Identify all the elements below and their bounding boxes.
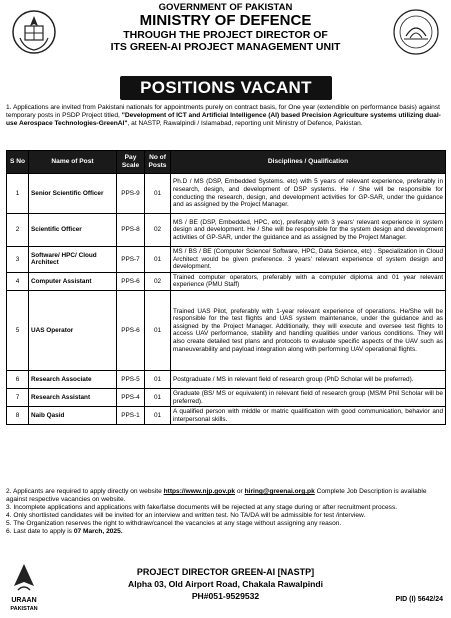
header-sno: S No <box>7 151 29 174</box>
cell-disciplines: Trained UAS Pilot, preferably with 1-year relevant experience of operations. He/She will be responsible for the test flights and UAS system maintenance, under the guidance and as assigned by the Project Manager. Additionally, they will execute and oversee test flights to access UAV performance, stability and handling qualities under various conditions. They will also create detailed test plans and protocols to evaluate specific aspects of the UAV such as maneuverability and payload integration along with performing UAV operational flights. <box>171 290 446 370</box>
cell-posts: 02 <box>145 272 171 290</box>
cell-sno: 8 <box>7 407 29 425</box>
header-government: GOVERNMENT OF PAKISTAN <box>158 2 293 13</box>
note-apply <box>6 488 446 504</box>
cell-disciplines: Postgraduate / MS in relevant field of research group (PhD Scholar will be preferred). <box>171 370 446 388</box>
cell-posts: 02 <box>145 214 171 247</box>
cell-scale: PPS-9 <box>117 174 145 214</box>
table-row <box>7 247 446 273</box>
cell-post: UAS Operator <box>29 290 117 370</box>
table-row <box>7 290 446 370</box>
cell-sno: 5 <box>7 290 29 370</box>
uraan-label: URAAN <box>11 597 37 604</box>
notes-list <box>6 488 446 537</box>
cell-post: Scientific Officer <box>29 214 117 247</box>
footer-phone: PH#051-9529532 <box>191 591 260 601</box>
header-through: THROUGH THE PROJECT DIRECTOR OF <box>123 29 328 41</box>
cell-posts: 01 <box>145 247 171 273</box>
cell-post: Research Associate <box>29 370 117 388</box>
cell-scale: PPS-6 <box>117 272 145 290</box>
cell-post: Senior Scientific Officer <box>29 174 117 214</box>
note-apply-text-b: Complete Job Description is available against respective vacancies on website. <box>6 488 427 504</box>
cell-posts: 01 <box>145 370 171 388</box>
footer-address: Alpha 03, Old Airport Road, Chakala Rawalpindi <box>128 579 323 589</box>
header-posts: No of Posts <box>145 151 171 174</box>
note-shortlisted: 4. Only shortlisted candidates will be invited for an interview and written test. No TA/DA will be admissible for test /interview. <box>6 512 366 520</box>
cell-scale: PPS-6 <box>117 290 145 370</box>
note-reserves-right: 5. The Organization reserves the right to withdraw/cancel the vacancies at any stage without assigning any reason. <box>6 520 342 528</box>
note-apply-or: or <box>235 488 245 495</box>
intro-project-title: "Development of ICT and Artificial Intelligence (AI) based Precision Agriculture systems utilizing dual-use Aerospace Technologies-GreenAI" <box>6 112 441 128</box>
last-date: 07 March, 2025. <box>73 528 123 536</box>
table-row <box>7 370 446 388</box>
positions-table <box>6 150 446 425</box>
cell-disciplines: Graduate (BS/ MS or equivalent) in relevant field of research group (MS/M Phil Scholar will be preferred). <box>171 388 446 406</box>
pid-number: PID (I) 5642/24 <box>395 596 443 603</box>
cell-post: Computer Assistant <box>29 272 117 290</box>
cell-posts: 01 <box>145 290 171 370</box>
cell-disciplines: MS / BE (DSP, Embedded, HPC, etc), preferably with 3 years' relevant experience in system design and development. He / She will be responsible for the system design and development activities of GP-SAR, under the guidance and as assigned by the Project Manager. <box>171 214 446 247</box>
cell-sno: 7 <box>7 388 29 406</box>
header-unit: ITS GREEN-AI PROJECT MANAGEMENT UNIT <box>110 41 341 53</box>
header-scale: Pay Scale <box>117 151 145 174</box>
pakistan-label: PAKISTAN <box>10 606 38 612</box>
table-header-row <box>7 151 446 174</box>
cell-sno: 1 <box>7 174 29 214</box>
table-row <box>7 407 446 425</box>
cell-disciplines: A qualified person with middle or matric qualification with good communication, behavior and interpersonal skills. <box>171 407 446 425</box>
positions-vacant-banner: POSITIONS VACANT <box>120 76 332 100</box>
cell-scale: PPS-7 <box>117 247 145 273</box>
cell-posts: 01 <box>145 174 171 214</box>
table-row <box>7 174 446 214</box>
cell-post: Naib Qasid <box>29 407 117 425</box>
cell-posts: 01 <box>145 388 171 406</box>
email-link[interactable]: hiring@greenai.org.pk <box>244 488 315 495</box>
website-link[interactable]: https://www.njp.gov.pk <box>163 488 236 495</box>
cell-disciplines: Trained computer operators, preferably with a computer diploma and 01 year relevant experience (PMU Staff) <box>171 272 446 290</box>
note-last-date-text: 6. Last date to apply is <box>6 528 74 536</box>
intro-text-1: Applications are invited from Pakistani nationals for appointments purely on contract basis, for One year (extendible on performance basis) against temporary posts in PSDP Project titled, <box>6 104 440 120</box>
header-disciplines: Disciplines / Qualification <box>171 151 446 174</box>
cell-sno: 4 <box>7 272 29 290</box>
cell-scale: PPS-4 <box>117 388 145 406</box>
intro-text-2: , at NASTP, Rawalpindi / Islamabad, reporting unit Ministry of Defence, Pakistan. <box>127 120 363 128</box>
header-post: Name of Post <box>29 151 117 174</box>
cell-post: Software/ HPC/ Cloud Architect <box>29 247 117 273</box>
intro-paragraph <box>6 104 446 129</box>
intro-number: 1. <box>6 104 12 111</box>
table-row <box>7 214 446 247</box>
header-ministry: MINISTRY OF DEFENCE <box>139 12 312 29</box>
note-last-date <box>6 528 446 536</box>
header <box>0 2 451 53</box>
cell-post: Research Assistant <box>29 388 117 406</box>
cell-scale: PPS-1 <box>117 407 145 425</box>
footer <box>0 566 451 602</box>
cell-scale: PPS-5 <box>117 370 145 388</box>
table-row <box>7 388 446 406</box>
cell-sno: 2 <box>7 214 29 247</box>
cell-scale: PPS-8 <box>117 214 145 247</box>
table-row <box>7 272 446 290</box>
cell-disciplines: Ph.D / MS (DSP, Embedded Systems. etc) with 5 years of relevant experience, preferably in research, design, and development of DSP systems. He / She will be responsible for conducting the research, design, and development activities for GP-SAR, under the guidance and as assigned by the Project Manager. <box>171 174 446 214</box>
cell-sno: 6 <box>7 370 29 388</box>
footer-project-director: PROJECT DIRECTOR GREEN-AI [NASTP] <box>136 567 315 577</box>
note-apply-text-a: 2. Applicants are required to apply directly on website <box>6 488 164 495</box>
cell-disciplines: MS / BS / BE (Computer Science/ Software, HPC, Data Science, etc) . Specialization in Cloud Architect would be given preference. 3 years' relevant experience of system design and development. <box>171 247 446 273</box>
cell-sno: 3 <box>7 247 29 273</box>
note-incomplete: 3. Incomplete applications and applications with fake/false documents will be rejected at any stage during or after recruitment process. <box>6 504 398 512</box>
cell-posts: 01 <box>145 407 171 425</box>
